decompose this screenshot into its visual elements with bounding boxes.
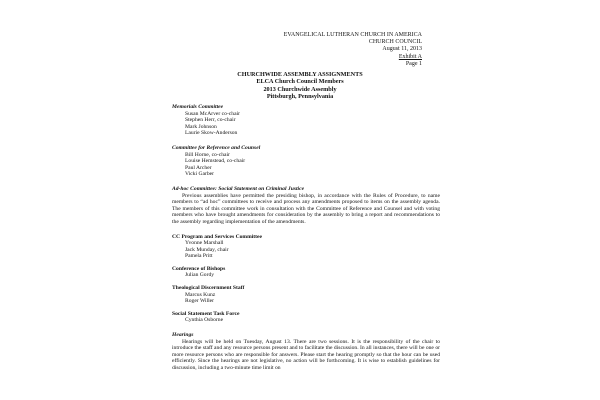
member-list-theological <box>185 292 440 305</box>
title-line-4: Pittsburgh, Pennsylvania <box>266 93 334 101</box>
header-council: CHURCH COUNCIL <box>368 39 422 46</box>
member-list-cc-program <box>185 240 440 260</box>
member-name: Louise Hemstead, co-chair <box>185 158 246 165</box>
section-heading-bishops: Conference of Bishops <box>172 265 226 272</box>
member-name: Susan McArver co-chair <box>185 110 240 117</box>
section-heading-reference-counsel: Committee for Reference and Counsel <box>172 144 261 151</box>
member-name: Roger Willer <box>185 298 215 305</box>
member-list-task-force <box>185 317 440 324</box>
hearings-paragraph: Hearings will be held on Tuesday, August 13. There are two sessions. It is the responsibility of the chair to introduce the staff and any resource persons present and to facilitate the discussion. In all instances, there will be one or more resource persons who are responsible for answers. Please start the hearing promptly so that the hour can be used efficiently. Since the hearings are not legislative, no action will be forthcoming. It is wise to establish guidelines for discussion, including a two-minute time limit on <box>172 338 440 371</box>
ad-hoc-paragraph: Previous assemblies have permitted the presiding bishop, in accordance with the Rules of Procedure, to name members to “ad hoc” committees to receive and process any amendments proposed to items on the assembly agenda. The members of this committee work in consultation with the Committee of Reference and Counsel and with voting members who have brought amendments for consideration by the assembly to bring a report and recommendations to the assembly regarding implementation of the amendments. <box>172 192 440 225</box>
member-name: Yvonne Marshall <box>185 240 224 247</box>
document-header <box>284 32 422 68</box>
section-heading-theological: Theological Discernment Staff <box>172 285 245 292</box>
member-name: Laurie Skow-Anderson <box>185 130 238 137</box>
section-heading-task-force: Social Statement Task Force <box>172 310 240 317</box>
header-org: EVANGELICAL LUTHERAN CHURCH IN AMERICA <box>283 32 422 38</box>
member-name: Jack Munday, chair <box>185 246 229 253</box>
member-name: Cynthia Osborne <box>185 317 224 324</box>
section-heading-hearings: Hearings <box>172 332 194 339</box>
header-exhibit: Exhibit A <box>398 53 422 60</box>
member-name: Julian Gordy <box>185 272 215 279</box>
header-date: August 11, 2013 <box>382 46 422 53</box>
member-list-reference-counsel <box>185 152 440 178</box>
member-list-memorials <box>185 111 440 137</box>
member-name: Mark Johnson <box>185 123 217 130</box>
section-heading-ad-hoc: Ad-hoc Committee: Social Statement on Criminal Justice <box>172 185 305 192</box>
member-name: Vicki Garber <box>185 171 215 178</box>
section-heading-cc-program: CC Program and Services Committee <box>172 233 262 240</box>
title-line-1: CHURCHWIDE ASSEMBLY ASSIGNMENTS <box>237 71 363 78</box>
title-line-2: ELCA Church Council Members <box>256 78 344 86</box>
document-body <box>172 104 440 372</box>
header-page-number: Page 1 <box>405 60 422 67</box>
member-name: Bill Horne, co-chair <box>185 151 230 158</box>
member-name: Pamela Pritt <box>185 253 213 260</box>
member-name: Marcus Kunz <box>185 291 216 298</box>
title-line-3: 2013 Churchwide Assembly <box>263 85 337 93</box>
member-name: Paul Archer <box>185 164 212 171</box>
section-heading-memorials: Memorials Committee <box>172 104 224 110</box>
title-block <box>0 71 600 101</box>
member-name: Stephen Herr, co-chair <box>185 117 236 124</box>
member-list-bishops <box>185 272 440 279</box>
